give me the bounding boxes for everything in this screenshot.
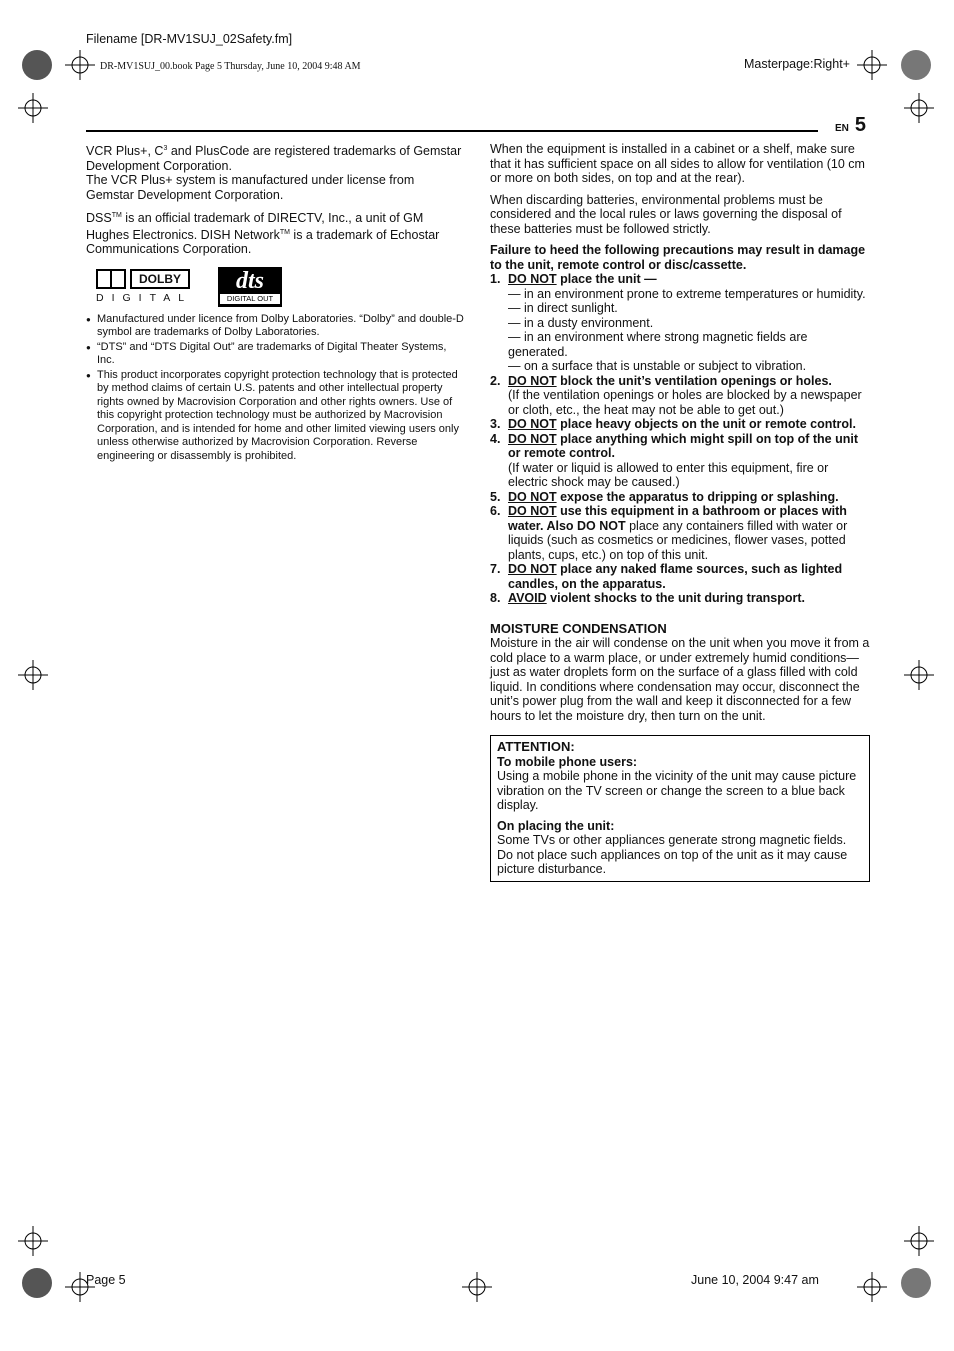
crosshair-icon — [462, 1272, 492, 1302]
moisture-heading: MOISTURE CONDENSATION — [490, 620, 667, 636]
list-item: 3. DO NOT place heavy objects on the unit or remote control. — [490, 417, 856, 431]
footer-date: June 10, 2004 9:47 am — [691, 1273, 819, 1287]
list-item: ● “DTS” and “DTS Digital Out” are trademarks of Digital Theater Systems, Inc. — [86, 341, 464, 368]
trademark-paragraph-vcr: VCR Plus+, $C^3$ and PlusCode are registered trademarks of Gemstar Development Corporation. The VCR Plus+ system is manufactured under license from Gemstar Development Corporation. — [86, 144, 462, 202]
registration-dot-top-left — [22, 50, 52, 80]
footer-page: Page 5 — [86, 1273, 126, 1287]
header-masterpage: Masterpage:Right+ — [744, 57, 850, 71]
crosshair-icon — [904, 1226, 934, 1256]
list-item: ● This product incorporates copyright protection technology that is protected by method claims of certain U.S. patents and other intellectual property rights owned by Macrovision Corporation and other rights owners. Use of this copyright protection technology must be authorized by Macrovision Corporation, and is intended for home and other limited viewing users only unless otherwise authorized by Macrovision Corporation. Reverse engineering or disassembly is prohibited. — [86, 369, 464, 464]
page-number-value: 5 — [854, 114, 867, 136]
registration-dot-bottom-left — [22, 1268, 52, 1298]
trademark-paragraph-dss: DSS™ is an official trademark of DIRECTV, Inc., a unit of GM Hughes Electronics. DISH Network™ is a trademark of Echostar Communications Corporation. — [86, 211, 440, 257]
list-item: 5. DO NOT expose the apparatus to dripping or splashing. — [490, 489, 839, 504]
logos — [96, 267, 464, 307]
crosshair-icon — [18, 660, 48, 690]
list-item: 4. DO NOT place anything which might spill on top of the unit or remote control. (If water or liquid is allowed to enter this equipment, fire or electric shock may be caused.) — [490, 431, 858, 489]
attention-text-mobile: Using a mobile phone in the vicinity of the unit may cause picture vibration on the TV screen or change the screen to a blue back display. — [497, 769, 857, 812]
precautions-warning: Failure to heed the following precautions may result in damage to the unit, remote control or disc/cassette. — [490, 243, 866, 272]
crosshair-icon — [904, 660, 934, 690]
language-label: EN — [835, 123, 849, 134]
crosshair-icon — [904, 93, 934, 123]
attention-subheading-mobile: To mobile phone users: — [497, 754, 638, 769]
list-item: 8. AVOID violent shocks to the unit during transport. — [490, 591, 806, 605]
batteries-paragraph: When discarding batteries, environmental problems must be considered and the local rules or laws governing the disposal of these batteries must be followed strictly. — [490, 192, 842, 236]
crosshair-icon — [857, 1272, 887, 1302]
attention-text-placing: Some TVs or other appliances generate strong magnetic fields. Do not place such appliances on top of the unit as it may cause picture disturbance. — [497, 833, 848, 876]
registration-dot-top-right — [901, 50, 931, 80]
header-bookline: DR-MV1SUJ_00.book Page 5 Thursday, June 10, 2004 9:48 AM — [100, 61, 361, 72]
page-number — [835, 114, 866, 137]
list-item: 6. DO NOT use this equipment in a bathroom or places with water. Also DO NOT place any containers filled with water or liquids (such as cosmetics or medicines, flower vases, potted plants, cups, etc.) on top of this unit. — [490, 504, 848, 562]
ventilation-paragraph: When the equipment is installed in a cabinet or a shelf, make sure that it has sufficient space on all sides to allow for ventilation (10 cm or more on both sides, on top and at the rear). — [490, 142, 865, 185]
list-item: 2. DO NOT block the unit’s ventilation openings or holes. (If the ventilation openings or holes are blocked by a newspaper or cloth, etc., the heat may not be able to get out.) — [490, 373, 862, 417]
registration-dot-bottom-right — [901, 1268, 931, 1298]
double-d-icon — [96, 269, 126, 289]
list-item: 7. DO NOT place any naked flame sources, such as lighted candles, on the apparatus. — [490, 562, 843, 591]
crosshair-icon — [857, 50, 887, 80]
list-item: 1. DO NOT place the unit — — in an environment prone to extreme temperatures or humidity. — in direct sunlight. — in a dusty environment. — in an environment where strong magnetic fields are generated. — on a surface that is unstable or subject to vibration. — [490, 272, 866, 373]
dolby-digital-logo: DOLBY DIGITAL — [96, 267, 190, 303]
attention-title: ATTENTION: — [497, 739, 575, 754]
header-rule — [86, 130, 818, 132]
precautions-list — [490, 272, 870, 606]
crosshair-icon — [18, 93, 48, 123]
attention-subheading-placing: On placing the unit: — [497, 818, 615, 833]
header-filename: Filename [DR-MV1SUJ_02Safety.fm] — [86, 32, 293, 46]
right-column — [490, 142, 870, 882]
crosshair-icon — [65, 50, 95, 80]
moisture-paragraph: Moisture in the air will condense on the unit when you move it from a cold place to a warm place, or under extremely humid conditions—just as water droplets form on the surface of a glass filled with cold liquid. In conditions where condensation may occur, disconnect the unit’s power plug from the wall and keep it disconnected for a few hours to let the moisture dry, then turn on the unit. — [490, 636, 870, 723]
left-column — [86, 142, 464, 464]
dts-digital-out-logo: dts DIGITAL OUT — [218, 267, 282, 307]
crosshair-icon — [18, 1226, 48, 1256]
trademark-bullet-list — [86, 313, 464, 464]
attention-box — [490, 735, 870, 882]
list-item: ● Manufactured under licence from Dolby Laboratories. “Dolby” and double-D symbol are trademarks of Dolby Laboratories. — [86, 313, 464, 340]
